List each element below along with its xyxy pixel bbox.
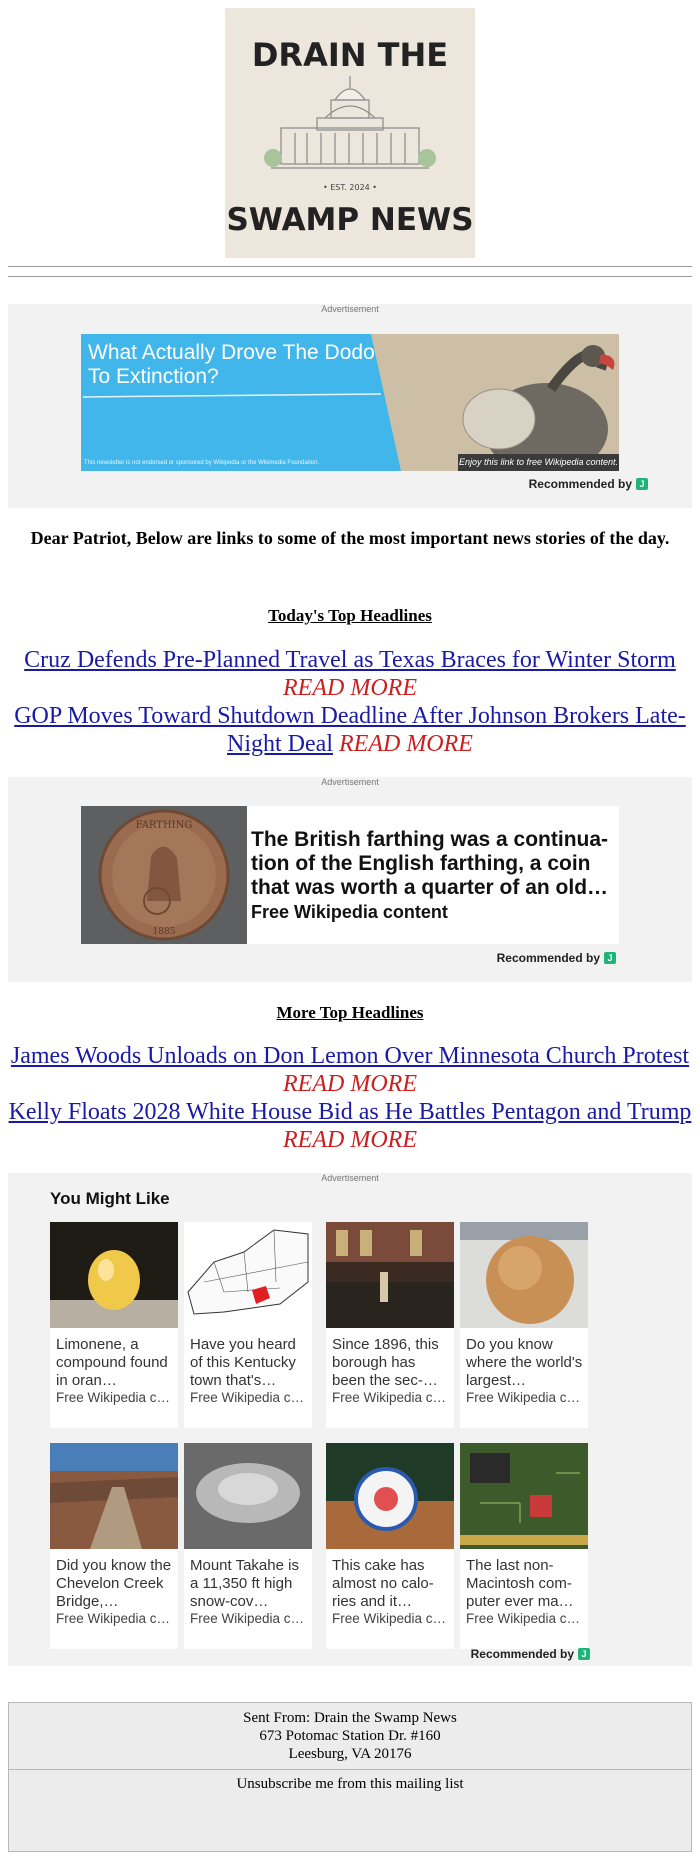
dodo-ad-headline: What Actually Drove The Dodo To Extinction? xyxy=(88,341,375,388)
headline-item xyxy=(8,1098,692,1154)
coin-text: FARTHING xyxy=(135,820,193,831)
capitol-icon xyxy=(271,76,429,168)
jeeng-logo-icon: J xyxy=(604,952,616,964)
logo-title-bottom: SWAMP NEWS xyxy=(226,202,474,238)
read-more-link[interactable]: READ MORE xyxy=(339,731,473,757)
logo-est: • EST. 2024 • xyxy=(322,183,378,192)
dodo-ad-banner[interactable] xyxy=(81,334,619,471)
recommended-by-label: Recommended by xyxy=(528,477,632,491)
card-text: The last non-Macintosh com-puter ever ma… xyxy=(466,1557,574,1610)
recommendation-card[interactable] xyxy=(460,1222,588,1428)
newsletter-logo[interactable] xyxy=(225,8,475,258)
ad-label: Advertisement xyxy=(321,1173,379,1183)
card-image-limonene xyxy=(50,1222,178,1328)
footer-address-line2: Leesburg, VA 20176 xyxy=(288,1746,412,1762)
card-image-borough xyxy=(326,1222,454,1328)
recommendation-card[interactable] xyxy=(184,1222,312,1428)
recommended-by-label: Recommended by xyxy=(496,951,600,965)
headline-item xyxy=(8,702,692,758)
recommended-by[interactable] xyxy=(529,477,648,491)
recommendation-card[interactable] xyxy=(326,1222,454,1428)
card-source: Free Wikipedia c… xyxy=(56,1390,171,1405)
card-source: Free Wikipedia c… xyxy=(466,1390,581,1405)
ad-label: Advertisement xyxy=(321,304,379,314)
card-image-cake xyxy=(326,1443,454,1549)
ad-block-farthing xyxy=(8,777,692,982)
card-source: Free Wikipedia c… xyxy=(332,1390,447,1405)
recommendation-card[interactable] xyxy=(326,1443,454,1649)
card-image-largest-ball xyxy=(460,1222,588,1328)
headline-link[interactable]: Kelly Floats 2028 White House Bid as He Battles Pentagon and Trump xyxy=(8,1099,692,1125)
unsubscribe-link[interactable]: Unsubscribe me from this mailing list xyxy=(236,1776,464,1792)
card-text: Have you heard of this Kentucky town that's… xyxy=(190,1336,296,1389)
recommended-by-label: Recommended by xyxy=(470,1647,574,1661)
recommendation-card[interactable] xyxy=(50,1443,178,1649)
headline-link[interactable]: James Woods Unloads on Don Lemon Over Minnesota Church Protest xyxy=(10,1043,690,1069)
footer xyxy=(8,1702,692,1852)
farthing-ad-source: Free Wikipedia content xyxy=(251,902,448,922)
you-might-like-title: You Might Like xyxy=(50,1189,170,1208)
headline-item xyxy=(8,646,692,702)
dodo-ad-caption: Enjoy this link to free Wikipedia content. xyxy=(458,454,619,471)
card-source: Free Wikipedia c… xyxy=(332,1611,447,1626)
footer-address-line1: 673 Potomac Station Dr. #160 xyxy=(259,1728,441,1744)
headline-link[interactable]: Cruz Defends Pre-Planned Travel as Texas Braces for Winter Storm xyxy=(24,647,676,673)
card-source: Free Wikipedia c… xyxy=(466,1611,581,1626)
farthing-ad-text: The British farthing was a continua-tion of the English farthing, a coin that was worth a quarter of an old… xyxy=(251,828,609,899)
ad-label: Advertisement xyxy=(321,777,379,787)
card-text: Did you know the Chevelon Creek Bridge,… xyxy=(56,1557,172,1610)
card-source: Free Wikipedia c… xyxy=(56,1611,171,1626)
card-text: Mount Takahe is a 11,350 ft high snow-cov… xyxy=(190,1557,299,1610)
recommendation-card[interactable] xyxy=(460,1443,588,1649)
card-text: Since 1896, this borough has been the sec-… xyxy=(332,1336,439,1389)
section-title-more: More Top Headlines xyxy=(276,1003,424,1022)
recommended-by[interactable] xyxy=(471,1647,590,1661)
card-image-circuit-board xyxy=(460,1443,588,1549)
coin-year: 1885 xyxy=(152,927,176,937)
divider xyxy=(8,276,692,277)
tree-icon xyxy=(264,149,282,167)
section-title-top: Today's Top Headlines xyxy=(268,606,432,625)
card-text: Limonene, a compound found in oran… xyxy=(56,1336,168,1389)
farthing-coin-image xyxy=(81,806,247,944)
card-text: This cake has almost no calo-ries and it… xyxy=(332,1557,434,1610)
read-more-link[interactable]: READ MORE xyxy=(283,675,417,701)
divider xyxy=(8,266,692,267)
card-source: Free Wikipedia c… xyxy=(190,1390,305,1405)
recommendation-card[interactable] xyxy=(184,1443,312,1649)
card-image-chevelon-bridge xyxy=(50,1443,178,1549)
logo-title-top: DRAIN THE xyxy=(251,36,449,74)
card-image-mount-takahe xyxy=(184,1443,312,1549)
dodo-ad-disclaimer: This newsletter is not endorsed or sponsored by Wikipedia or the Wikimedia Foundation. xyxy=(84,460,320,466)
card-source: Free Wikipedia c… xyxy=(190,1611,305,1626)
headline-item xyxy=(8,1042,692,1098)
jeeng-logo-icon: J xyxy=(578,1648,590,1660)
intro-text: Dear Patriot, Below are links to some of the most important news stories of the day. xyxy=(30,528,670,548)
headline-link[interactable]: GOP Moves Toward Shutdown Deadline After Johnson Brokers Late-Night Deal xyxy=(14,703,686,757)
ad-block-dodo xyxy=(8,304,692,508)
ad-block-you-might-like xyxy=(8,1173,692,1666)
read-more-link[interactable]: READ MORE xyxy=(283,1071,417,1097)
farthing-ad-banner[interactable] xyxy=(81,806,619,944)
jeeng-logo-icon: J xyxy=(636,478,648,490)
card-image-kentucky-map xyxy=(184,1222,312,1328)
recommendation-card[interactable] xyxy=(50,1222,178,1428)
tree-icon xyxy=(418,149,436,167)
read-more-link[interactable]: READ MORE xyxy=(283,1127,417,1153)
recommended-by[interactable] xyxy=(497,951,616,965)
card-text: Do you know where the world's largest… xyxy=(466,1336,583,1389)
footer-sent-from: Sent From: Drain the Swamp News xyxy=(243,1710,457,1726)
